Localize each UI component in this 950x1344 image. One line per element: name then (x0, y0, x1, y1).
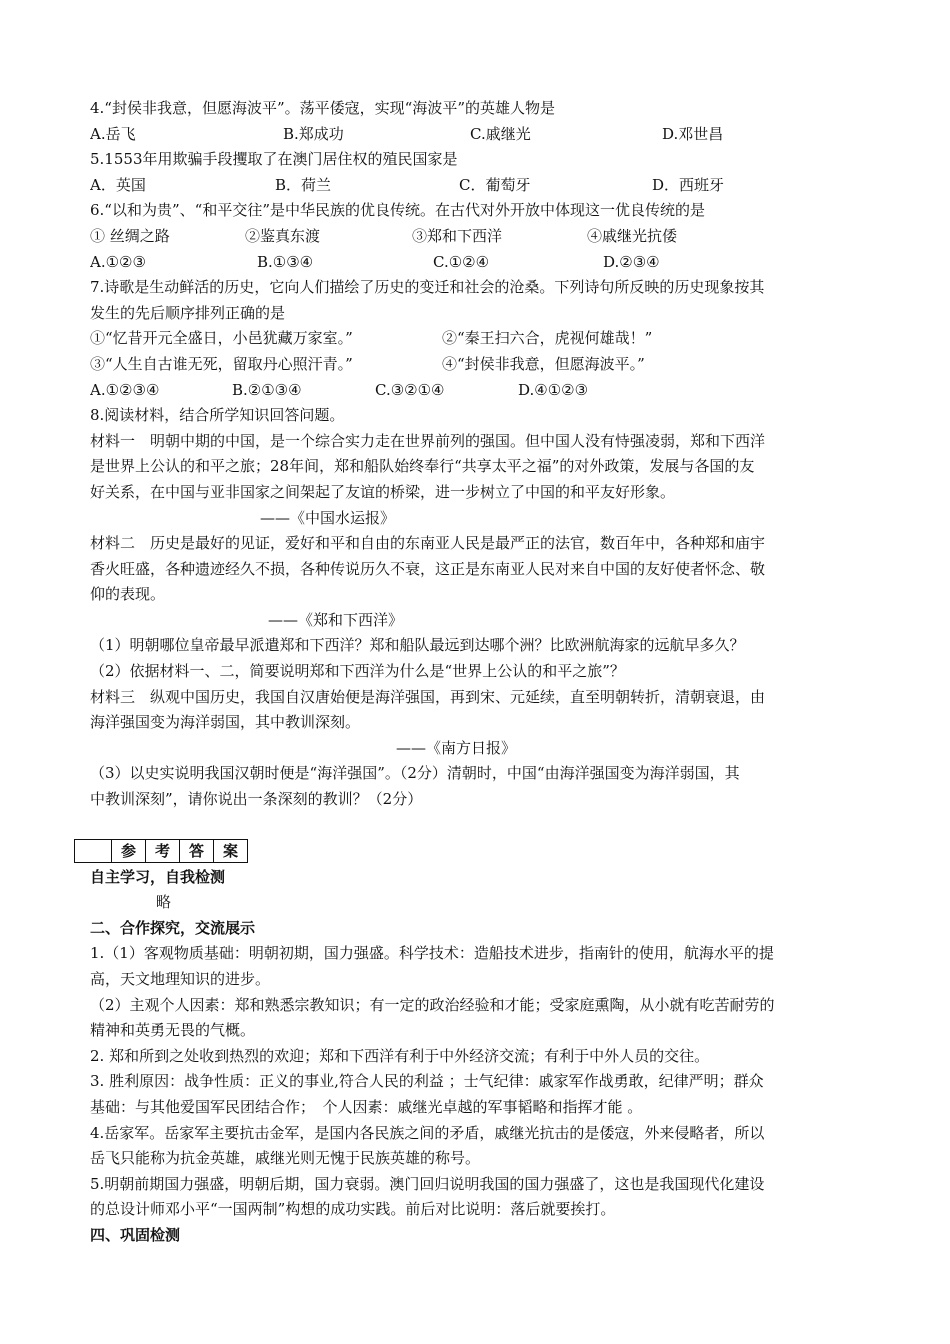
q4-option-b: B.郑成功 (283, 124, 344, 143)
q6-option-a: A.①②③ (90, 252, 146, 271)
q6-options (90, 250, 860, 276)
answer-2: 2. 郑和所到之处收到热烈的欢迎；郑和下西洋有利于中外经济交流；有利于中外人员的交往。 (90, 1046, 710, 1065)
answer-key-header-blank-cell (75, 839, 112, 862)
document-page (90, 96, 860, 1249)
answer-key-header-char: 考 (146, 839, 180, 862)
q8-material2-line1: 材料二 历史是最好的见证，爱好和平和自由的东南亚人民是最严正的法官，数百年中，各种郑和庙宇 (90, 534, 766, 553)
q6-item-2: ②鉴真东渡 (245, 226, 321, 245)
q7-poem-4: ④“封侯非我意，但愿海波平。” (442, 354, 645, 373)
q5-stem: 5.1553年用欺骗手段攫取了在澳门居住权的殖民国家是 (90, 150, 458, 169)
q7-poem-2: ②“秦王扫六合，虎视何雄哉！” (442, 329, 653, 348)
q8-material2-line3: 仰的表现。 (90, 585, 166, 604)
answer-5-line1: 5.明朝前期国力强盛，明朝后期，国力衰弱。澳门回归说明我国的国力强盛了，这也是我国现代化建设 (90, 1174, 765, 1193)
section-spacer (90, 813, 860, 837)
q7-stem-line1: 7.诗歌是生动鲜活的历史，它向人们描绘了历史的变迁和社会的沧桑。下列诗句所反映的历史现象按其 (90, 278, 765, 297)
q6-item-4: ④戚继光抗倭 (587, 226, 678, 245)
q8-material2-source: ——《郑和下西洋》 (268, 610, 404, 629)
q6-option-c: C.①②④ (433, 252, 490, 271)
q8-material2-line2: 香火旺盛，各种遗迹经久不损，各种传说历久不衰，这正是东南亚人民对来自中国的友好使者怀念、敬 (90, 559, 766, 578)
q5-options (90, 173, 860, 199)
answer-key-header-char: 参 (112, 839, 146, 862)
q8-stem: 8.阅读材料，结合所学知识回答问题。 (90, 406, 345, 425)
q7-poems-row1 (90, 326, 860, 352)
q8-material1-source: ——《中国水运报》 (260, 508, 396, 527)
answer-1-2-line1: （2）主观个人因素：郑和熟悉宗教知识；有一定的政治经验和才能；受家庭熏陶，从小就有吃苦耐劳的 (90, 995, 775, 1014)
q8-sub1: （1）明朝哪位皇帝最早派遣郑和下西洋？郑和船队最远到达哪个洲？比欧洲航海家的远航早多久？ (90, 636, 745, 655)
answer-1-line2: 高，天文地理知识的进步。 (90, 970, 271, 988)
q4-options (90, 122, 860, 148)
q7-option-d: D.④①②③ (518, 380, 589, 399)
answer-3-line1: 3. 胜利原因：战争性质：正义的事业,符合人民的利益 ；士气纪律：戚家军作战勇敢，纪律严明；群众 (90, 1072, 764, 1091)
q8-material3-source: ——《南方日报》 (396, 738, 517, 757)
q8-material1-line2: 是世界上公认的和平之旅；28年间，郑和船队始终奉行“共享太平之福”的对外政策，发展与各国的友 (90, 457, 755, 476)
q7-stem-line2: 发生的先后顺序排列正确的是 (90, 303, 286, 322)
q8-material3-line2: 海洋强国变为海洋弱国，其中教训深刻。 (90, 713, 361, 732)
answer-key-header-char: 案 (214, 839, 248, 862)
q4-stem: 4.“封侯非我意，但愿海波平”。荡平倭寇，实现“海波平”的英雄人物是 (90, 99, 555, 117)
q6-option-b: B.①③④ (257, 252, 314, 271)
q4-option-d: D.邓世昌 (662, 124, 724, 143)
q6-item-1: ① 丝绸之路 (90, 226, 170, 245)
q7-poem-1: ①“忆昔开元全盛日，小邑犹藏万家室。” (90, 329, 353, 348)
answer-4-line2: 岳飞只能称为抗金英雄，戚继光则无愧于民族英雄的称号。 (90, 1149, 481, 1168)
q5-option-d: D．西班牙 (652, 175, 725, 194)
q8-material1-line3: 好关系，在中国与亚非国家之间架起了友谊的桥梁，进一步树立了中国的和平友好形象。 (90, 482, 676, 501)
q7-option-b: B.②①③④ (232, 380, 302, 399)
answer-1-line1: 1.（1）客观物质基础：明朝初期，国力强盛。科学技术：造船技术进步，指南针的使用，航海水平的提 (90, 944, 774, 963)
answer-section1-body: 略 (156, 893, 172, 912)
q7-option-a: A.①②③④ (90, 380, 160, 399)
answer-section4-title: 四、巩固检测 (90, 1225, 181, 1244)
answer-5-line2: 的总设计师邓小平“一国两制”构想的成功实践。前后对比说明：落后就要挨打。 (90, 1200, 616, 1219)
q5-option-a: A．英国 (90, 175, 146, 194)
q7-option-c: C.③②①④ (375, 380, 445, 399)
q7-poem-3: ③“人生自古谁无死，留取丹心照汗青。” (90, 354, 353, 373)
q7-options (90, 378, 860, 404)
q8-material1-line1: 材料一 明朝中期的中国，是一个综合实力走在世界前列的强国。但中国人没有恃强凌弱，郑和下西洋 (90, 431, 766, 450)
q6-items (90, 224, 860, 250)
q5-option-c: C．葡萄牙 (459, 175, 531, 194)
q6-stem: 6.“以和为贵”、“和平交往”是中华民族的优良传统。在古代对外开放中体现这一优良传统的是 (90, 201, 705, 220)
answer-key-header (74, 839, 248, 863)
q4-option-c: C.戚继光 (470, 124, 531, 143)
q8-material3-line1: 材料三 纵观中国历史，我国自汉唐始便是海洋强国，再到宋、元延续，直至明朝转折，清朝衰退，由 (90, 687, 766, 706)
q6-item-3: ③郑和下西洋 (412, 226, 503, 245)
answer-key-header-char: 答 (180, 839, 214, 862)
q6-option-d: D.②③④ (603, 252, 660, 271)
answer-1-2-line2: 精神和英勇无畏的气概。 (90, 1021, 256, 1040)
q8-sub2: （2）依据材料一、二，简要说明郑和下西洋为什么是“世界上公认的和平之旅”？ (90, 662, 625, 681)
q8-sub3-line2: 中教训深刻”，请你说出一条深刻的教训？（2分） (90, 790, 423, 809)
answer-4-line1: 4.岳家军。岳家军主要抗击金军，是国内各民族之间的矛盾，戚继光抗击的是倭寇，外来侵略者，所以 (90, 1123, 765, 1142)
q7-poems-row2 (90, 352, 860, 378)
answer-section2-title: 二、合作探究，交流展示 (90, 918, 256, 937)
q4-option-a: A.岳飞 (90, 124, 136, 143)
q5-option-b: B．荷兰 (275, 175, 332, 194)
q8-sub3-line1: （3）以史实说明我国汉朝时便是“海洋强国”。（2分）清朝时，中国“由海洋强国变为海洋弱国，其 (90, 764, 740, 783)
answer-section1-title: 自主学习，自我检测 (90, 867, 226, 886)
answer-3-line2: 基础：与其他爱国军民团结合作； 个人因素：戚继光卓越的军事韬略和指挥才能 。 (90, 1097, 643, 1116)
